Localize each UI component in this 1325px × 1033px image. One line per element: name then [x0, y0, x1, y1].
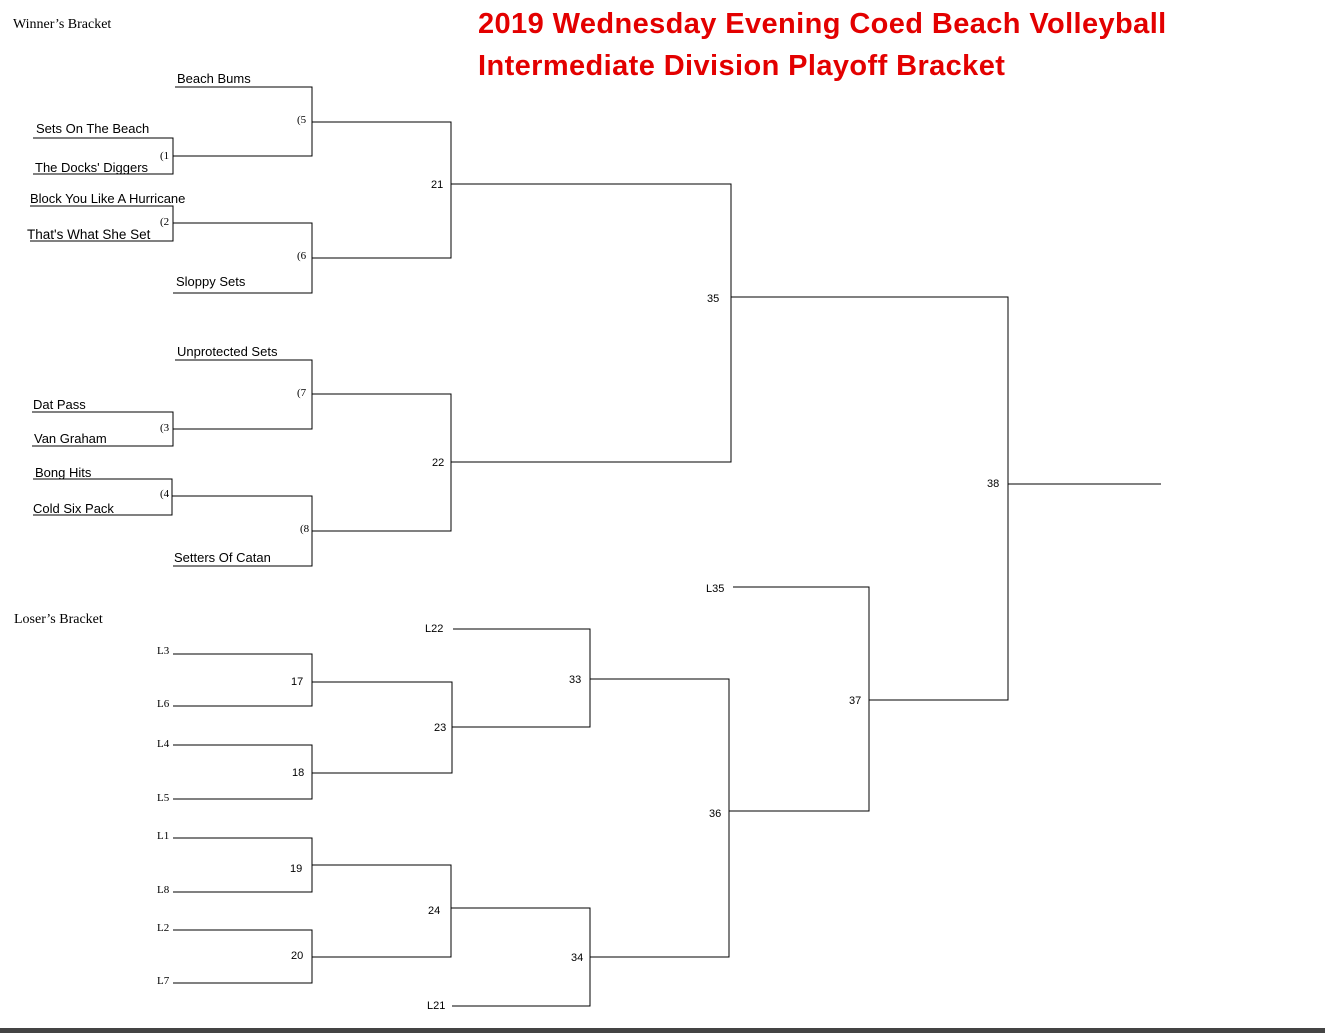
game-number-22: 22 — [432, 457, 445, 469]
winners-bracket-label: Winner’s Bracket — [13, 17, 112, 32]
game-number-18: 18 — [292, 767, 305, 779]
game-number-24: 24 — [428, 905, 441, 917]
winners-bracket-lines — [30, 87, 1161, 700]
game-22-connector — [312, 394, 451, 531]
winners-team-labels — [27, 71, 278, 565]
game-34-connector — [451, 908, 590, 1006]
game-number-34: 34 — [571, 952, 584, 964]
team-bong-hits: Bong Hits — [35, 465, 92, 480]
ref-l7: L7 — [157, 975, 170, 987]
game-number-37: 37 — [849, 695, 862, 707]
team-van-graham: Van Graham — [34, 431, 107, 446]
ref-l2: L2 — [157, 922, 170, 934]
game-number-21: 21 — [431, 179, 444, 191]
ref-l35: L35 — [706, 583, 725, 595]
ref-l8: L8 — [157, 884, 170, 896]
game-number-4: (4 — [160, 488, 170, 500]
game-37-connector — [729, 587, 869, 811]
losers-bracket-lines — [173, 587, 869, 1006]
losers-game-numbers — [290, 674, 861, 964]
bottom-border — [0, 1028, 1325, 1033]
team-thats-what-she-set: That's What She Set — [27, 227, 151, 242]
ref-l22: L22 — [425, 623, 444, 635]
ref-l4: L4 — [157, 738, 170, 750]
game-number-3: (3 — [160, 422, 170, 434]
ref-l3: L3 — [157, 645, 170, 657]
game-number-17: 17 — [291, 676, 304, 688]
game-number-2: (2 — [160, 216, 170, 228]
team-setters-of-catan: Setters Of Catan — [174, 550, 271, 565]
team-unprotected-sets: Unprotected Sets — [177, 344, 278, 359]
winners-game-numbers — [160, 114, 999, 535]
team-dat-pass: Dat Pass — [33, 397, 86, 412]
team-sets-on-the-beach: Sets On The Beach — [36, 121, 150, 136]
game-number-35: 35 — [707, 293, 720, 305]
game-number-36: 36 — [709, 808, 722, 820]
game-5-connector — [173, 87, 312, 156]
losers-bracket-label: Loser’s Bracket — [14, 612, 103, 627]
losers-refs — [157, 583, 724, 1012]
game-35-connector — [451, 184, 731, 462]
game-7-connector — [173, 360, 312, 429]
ref-l1: L1 — [157, 830, 170, 842]
game-number-8: (8 — [300, 523, 310, 535]
game-number-1: (1 — [160, 150, 170, 162]
ref-l5: L5 — [157, 792, 170, 804]
game-number-7: (7 — [297, 387, 307, 399]
team-block-you-like-a-hurricane: Block You Like A Hurricane — [30, 191, 186, 206]
game-23-connector — [312, 682, 452, 773]
ref-l6: L6 — [157, 698, 170, 710]
ref-l21: L21 — [427, 1000, 446, 1012]
team-cold-six-pack: Cold Six Pack — [33, 501, 114, 516]
game-number-19: 19 — [290, 863, 303, 875]
game-number-20: 20 — [291, 950, 304, 962]
bracket-title-line-2: Intermediate Division Playoff Bracket — [478, 50, 1006, 82]
team-the-docks-diggers: The Docks' Diggers — [35, 160, 149, 175]
game-number-23: 23 — [434, 722, 447, 734]
game-number-33: 33 — [569, 674, 582, 686]
game-number-5: (5 — [297, 114, 307, 126]
bracket-title-line-1: 2019 Wednesday Evening Coed Beach Volleyball — [478, 8, 1167, 40]
game-number-38: 38 — [987, 478, 1000, 490]
game-number-6: (6 — [297, 250, 307, 262]
team-sloppy-sets: Sloppy Sets — [176, 274, 246, 289]
team-beach-bums: Beach Bums — [177, 71, 251, 86]
